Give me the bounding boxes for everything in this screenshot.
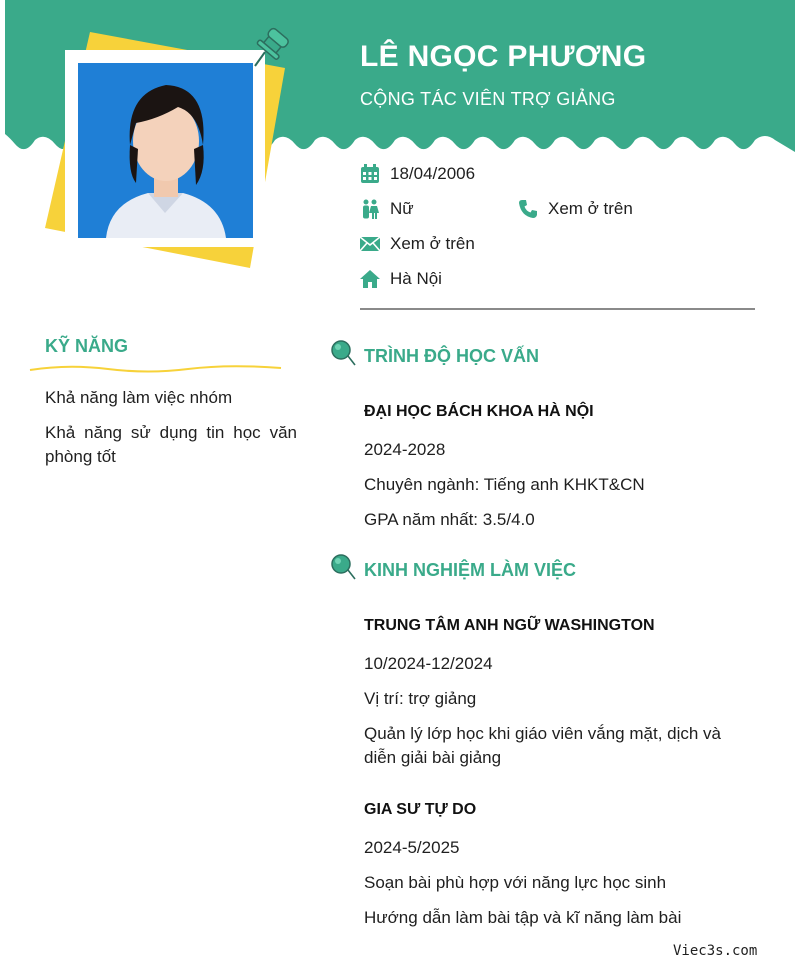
experience-heading: KINH NGHIỆM LÀM VIỆC xyxy=(364,560,577,580)
birthday-text: 18/04/2006 xyxy=(390,164,476,183)
job-company: GIA SƯ TỰ DO xyxy=(364,801,477,818)
education-period: 2024-2028 xyxy=(364,440,446,459)
skill-item: Khả năng làm việc nhóm xyxy=(45,388,233,407)
avatar xyxy=(78,63,253,238)
job-detail: Soạn bài phù hợp với năng lực học sinh xyxy=(364,873,667,892)
job-detail: Hướng dẫn làm bài tập và kĩ năng làm bài xyxy=(364,908,682,927)
education-heading: TRÌNH ĐỘ HỌC VẤN xyxy=(364,346,539,366)
contact-email xyxy=(360,234,475,254)
job-detail: Vị trí: trợ giảng xyxy=(364,689,477,708)
watermark: Viec3s.com xyxy=(673,943,758,959)
education-gpa: GPA năm nhất: 3.5/4.0 xyxy=(364,510,535,529)
pushpin-icon xyxy=(247,26,291,70)
gender-icon xyxy=(360,199,380,219)
calendar-icon xyxy=(360,164,380,184)
contact-address xyxy=(360,269,442,289)
photo-frame xyxy=(65,50,265,247)
education-major: Chuyên ngành: Tiếng anh KHKT&CN xyxy=(364,475,645,494)
email-text: Xem ở trên xyxy=(390,234,475,253)
contact-birthday xyxy=(360,164,475,184)
job-period: 2024-5/2025 xyxy=(364,838,460,857)
profile-photo-block xyxy=(40,28,290,273)
home-icon xyxy=(360,269,380,289)
gender-text: Nữ xyxy=(390,199,414,218)
skill-item: Khả năng sử dụng tin học văn phòng tốt xyxy=(45,423,297,466)
phone-icon xyxy=(518,199,538,219)
contact-divider xyxy=(360,308,755,310)
candidate-role: CỘNG TÁC VIÊN TRỢ GIẢNG xyxy=(360,89,616,109)
phone-text: Xem ở trên xyxy=(548,199,633,218)
address-text: Hà Nội xyxy=(390,269,442,288)
pushpin-icon xyxy=(328,338,356,368)
candidate-name: LÊ NGỌC PHƯƠNG xyxy=(360,40,647,73)
job-detail: Quản lý lớp học khi giáo viên vắng mặt, dịch và diễn giải bài giảng xyxy=(364,724,722,767)
job-company: TRUNG TÂM ANH NGỮ WASHINGTON xyxy=(364,617,655,634)
skills-underline xyxy=(28,362,283,376)
job-period: 10/2024-12/2024 xyxy=(364,654,493,673)
contact-gender xyxy=(360,199,414,219)
contact-phone xyxy=(518,199,633,219)
skills-heading: KỸ NĂNG xyxy=(45,336,129,356)
education-school: ĐẠI HỌC BÁCH KHOA HÀ NỘI xyxy=(364,403,594,420)
pushpin-icon xyxy=(328,552,356,582)
mail-icon xyxy=(360,234,380,254)
